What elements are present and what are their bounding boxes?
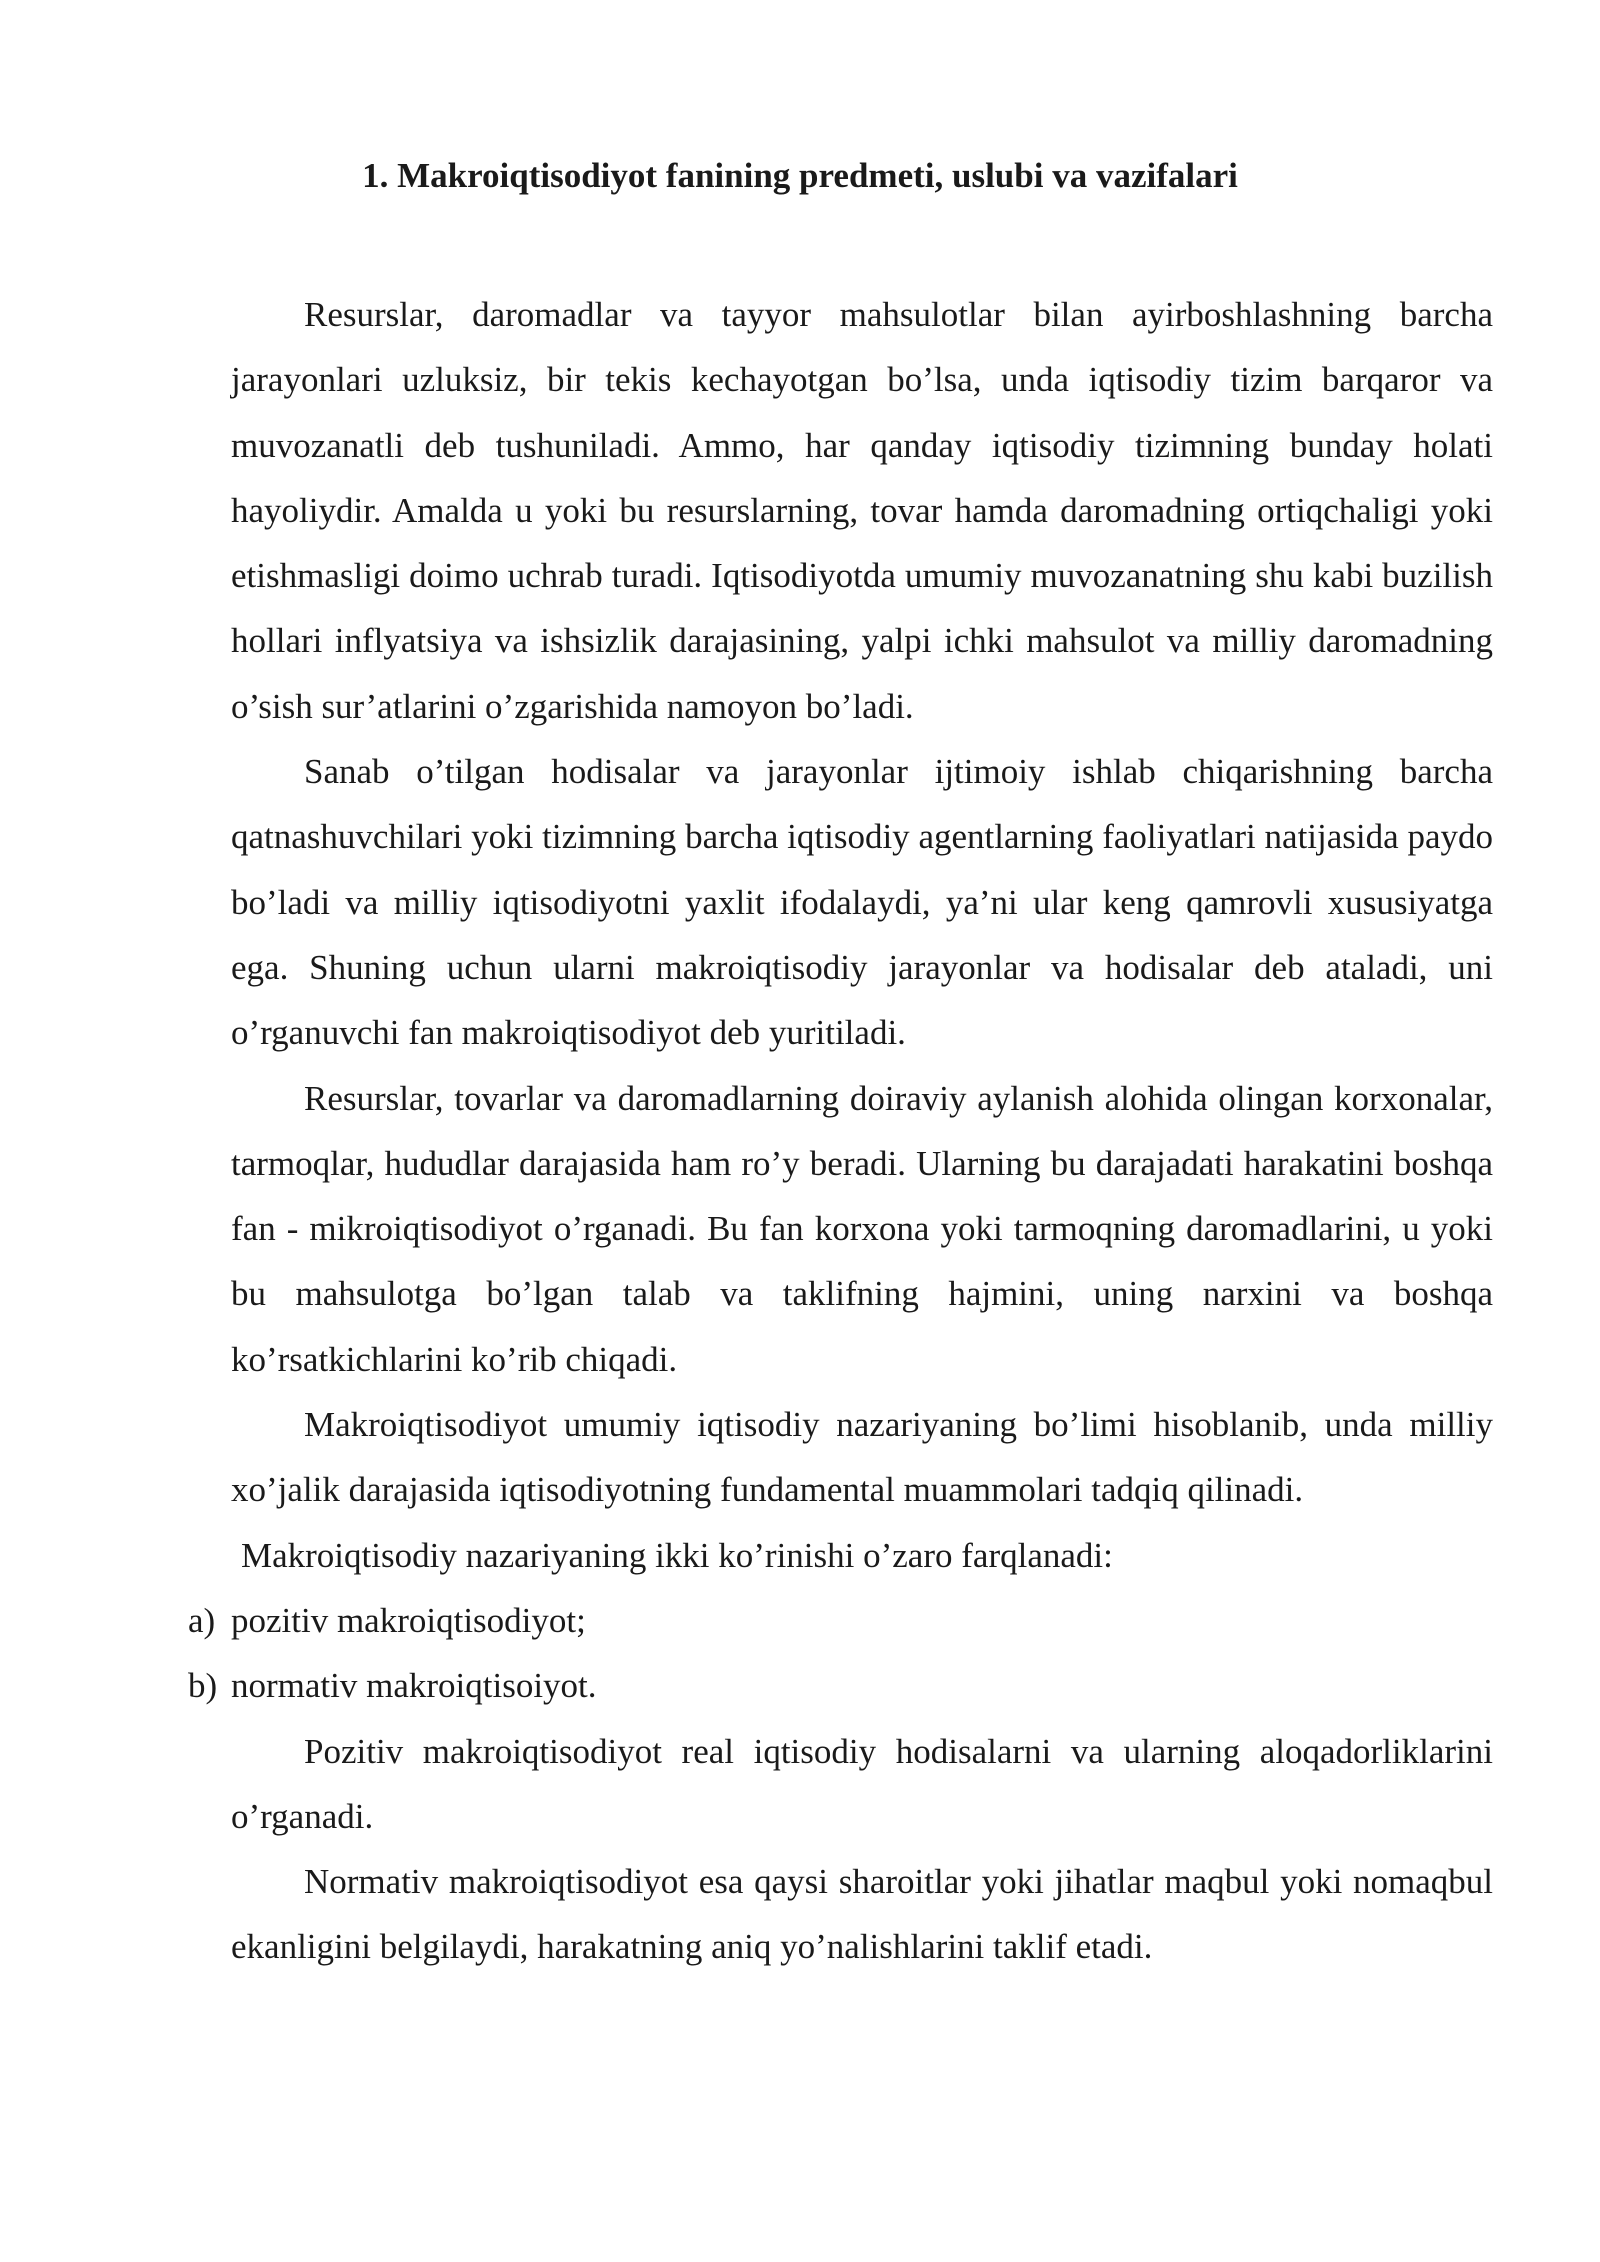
paragraph-4: Makroiqtisodiyot umumiy iqtisodiy nazariyaning bo’limi hisoblanib, unda milliy xo’jalik darajasida iqtisodiyotning fundamental muammolari tadqiq qilinadi.: [231, 1405, 1493, 1510]
paragraph-3: Resurslar, tovarlar va daromadlarning doiraviy aylanish alohida olingan korxonalar, tarmoqlar, hududlar darajasida ham ro’y beradi. Ularning bu darajadati harakatini boshqa fan - mikroiqtisodiyot o’rganadi. Bu fan korxona yoki tarmoqning daromadlarini, u yoki bu mahsulotga bo’lgan talab va taklifning hajmini, uning narxini va boshqa ko’rsatkichlarini ko’rib chiqadi.: [231, 1078, 1493, 1379]
paragraph-positive: Pozitiv makroiqtisodiyot real iqtisodiy hodisalarni va ularning aloqadorliklarini o’rganadi.: [231, 1731, 1493, 1836]
paragraph-2: Sanab o’tilgan hodisalar va jarayonlar ijtimoiy ishlab chiqarishning barcha qatnashuvchilari yoki tizimning barcha iqtisodiy agentlarning faoliyatlari natijasida paydo bo’ladi va milliy iqtisodiyotni yaxlit ifodalaydi, ya’ni ular keng qamrovli xususiyatga ega. Shuning uchun ularni makroiqtisodiy jarayonlar va hodisalar deb ataladi, uni o’rganuvchi fan makroiqtisodiyot deb yuritiladi.: [231, 752, 1493, 1053]
list-item-text: normativ makroiqtisoiyot.: [231, 1666, 597, 1706]
list-marker: b): [188, 1666, 218, 1706]
list-item: [188, 1653, 1493, 1718]
paragraph-1: Resurslar, daromadlar va tayyor mahsulotlar bilan ayirboshlashning barcha jarayonlari uzluksiz, bir tekis kechayotgan bo’lsa, unda iqtisodiy tizim barqaror va muvozanatli deb tushuniladi. Ammo, har qanday iqtisodiy tizimning bunday holati hayoliydir. Amalda u yoki bu resurslarning, tovar hamda daromadning ortiqchaligi yoki etishmasligi doimo uchrab turadi. Iqtisodiyotda umumiy muvozanatning shu kabi buzilish hollari inflyatsiya va ishsizlik darajasining, yalpi ichki mahsulot va milliy daromadning o’sish sur’atlarini o’zgarishida namoyon bo’ladi.: [231, 295, 1493, 726]
list-intro: Makroiqtisodiy nazariyaning ikki ko’rinishi o’zaro farqlanadi:: [241, 1535, 1113, 1575]
list-marker: a): [188, 1600, 216, 1640]
list-item-text: pozitiv makroiqtisodiyot;: [231, 1600, 586, 1640]
body-text: [188, 282, 1493, 1980]
page-title: 1. Makroiqtisodiyot fanining predmeti, uslubi va vazifalari: [362, 156, 1238, 195]
paragraph-normative: Normativ makroiqtisodiyot esa qaysi sharoitlar yoki jihatlar maqbul yoki nomaqbul ekanligini belgilaydi, harakatning aniq yo’nalishlarini taklif etadi.: [231, 1862, 1493, 1967]
list-item: [188, 1588, 1493, 1653]
